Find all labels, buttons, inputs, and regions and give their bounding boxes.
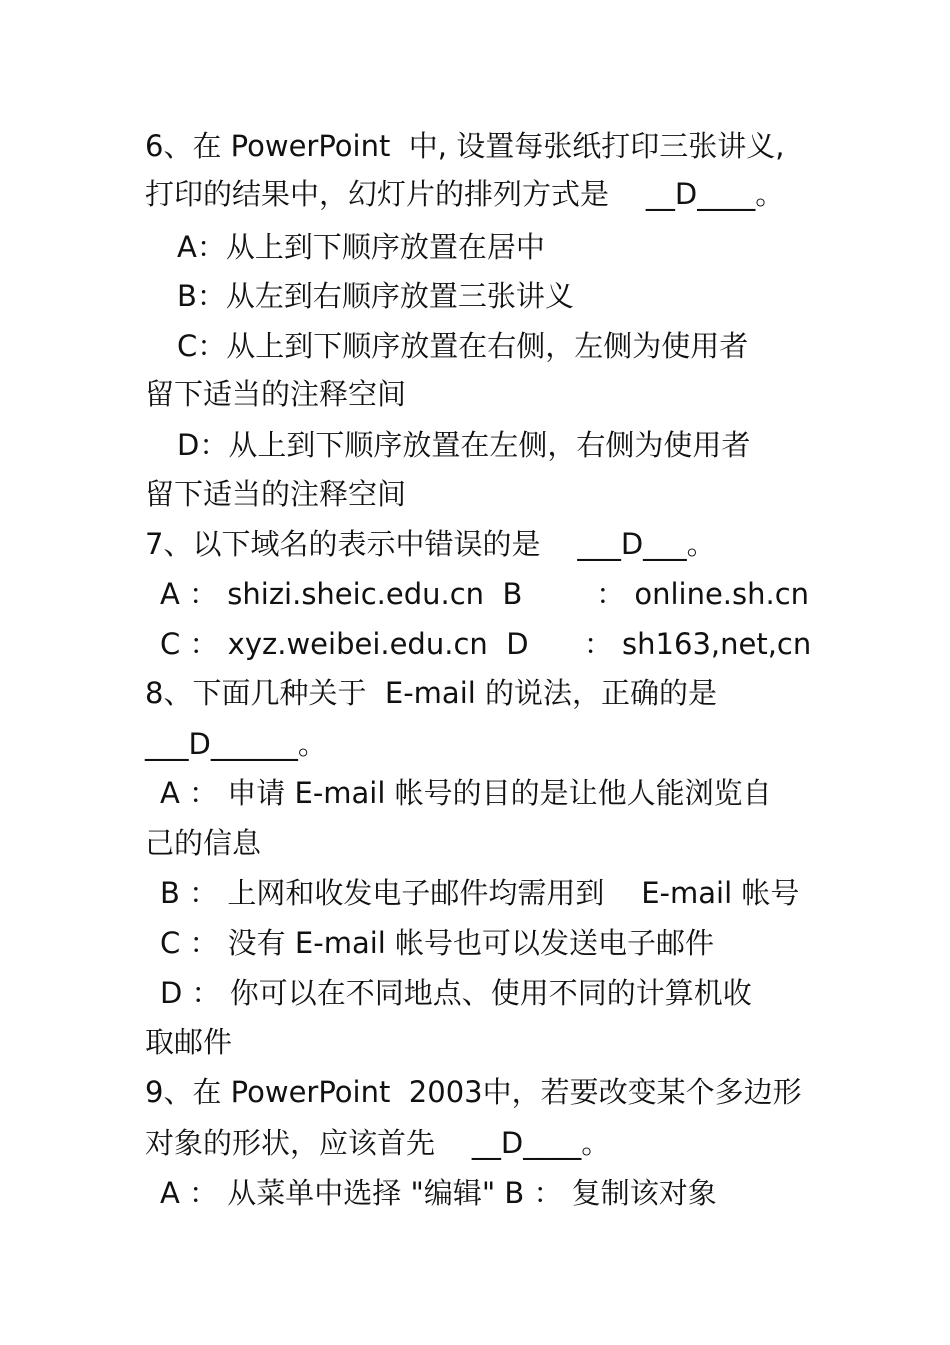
question-6-option-d-cont: 留下适当的注释空间 <box>145 477 407 511</box>
question-8-option-d: D ： 你可以在不同地点、使用不同的计算机收 <box>160 976 752 1010</box>
question-8-option-a: A ： 申请 E-mail 帐号的目的是让他人能浏览自 <box>160 776 772 810</box>
question-6-option-b: B：从左到右顺序放置三张讲义 <box>177 279 574 313</box>
question-9-line-2: 对象的形状，应该首先 __D____。 <box>145 1126 611 1160</box>
question-6-line-1: 6、在 PowerPoint 中, 设置每张纸打印三张讲义, <box>145 129 785 163</box>
question-6-option-c: C：从上到下顺序放置在右侧，左侧为使用者 <box>177 329 749 363</box>
question-8-option-b: B ： 上网和收发电子邮件均需用到 E-mail 帐号 <box>160 876 800 910</box>
question-8-line-1: 8、下面几种关于 E-mail 的说法，正确的是 <box>145 676 718 710</box>
question-6-option-d: D：从上到下顺序放置在左侧，右侧为使用者 <box>177 428 751 462</box>
question-8-option-c: C ： 没有 E-mail 帐号也可以发送电子邮件 <box>160 926 715 960</box>
question-7-line-1: 7、以下域名的表示中错误的是 ___D___。 <box>145 527 716 561</box>
question-8-line-2: ___D______。 <box>145 727 327 761</box>
question-9-option-ab: A ： 从菜单中选择 "编辑" B ： 复制该对象 <box>160 1176 717 1210</box>
question-6-line-2: 打印的结果中，幻灯片的排列方式是 __D____。 <box>145 177 785 211</box>
question-8-option-d-cont: 取邮件 <box>145 1025 233 1059</box>
question-7-option-cd: C ： xyz.weibei.edu.cn D ： sh163,net,cn <box>160 627 812 661</box>
question-9-line-1: 9、在 PowerPoint 2003中，若要改变某个多边形 <box>145 1075 802 1109</box>
question-6-option-a: A：从上到下顺序放置在居中 <box>177 230 545 264</box>
question-8-option-a-cont: 己的信息 <box>145 826 262 860</box>
question-6-option-c-cont: 留下适当的注释空间 <box>145 377 407 411</box>
question-7-option-ab: A ： shizi.sheic.edu.cn B ： online.sh.cn <box>160 577 810 611</box>
